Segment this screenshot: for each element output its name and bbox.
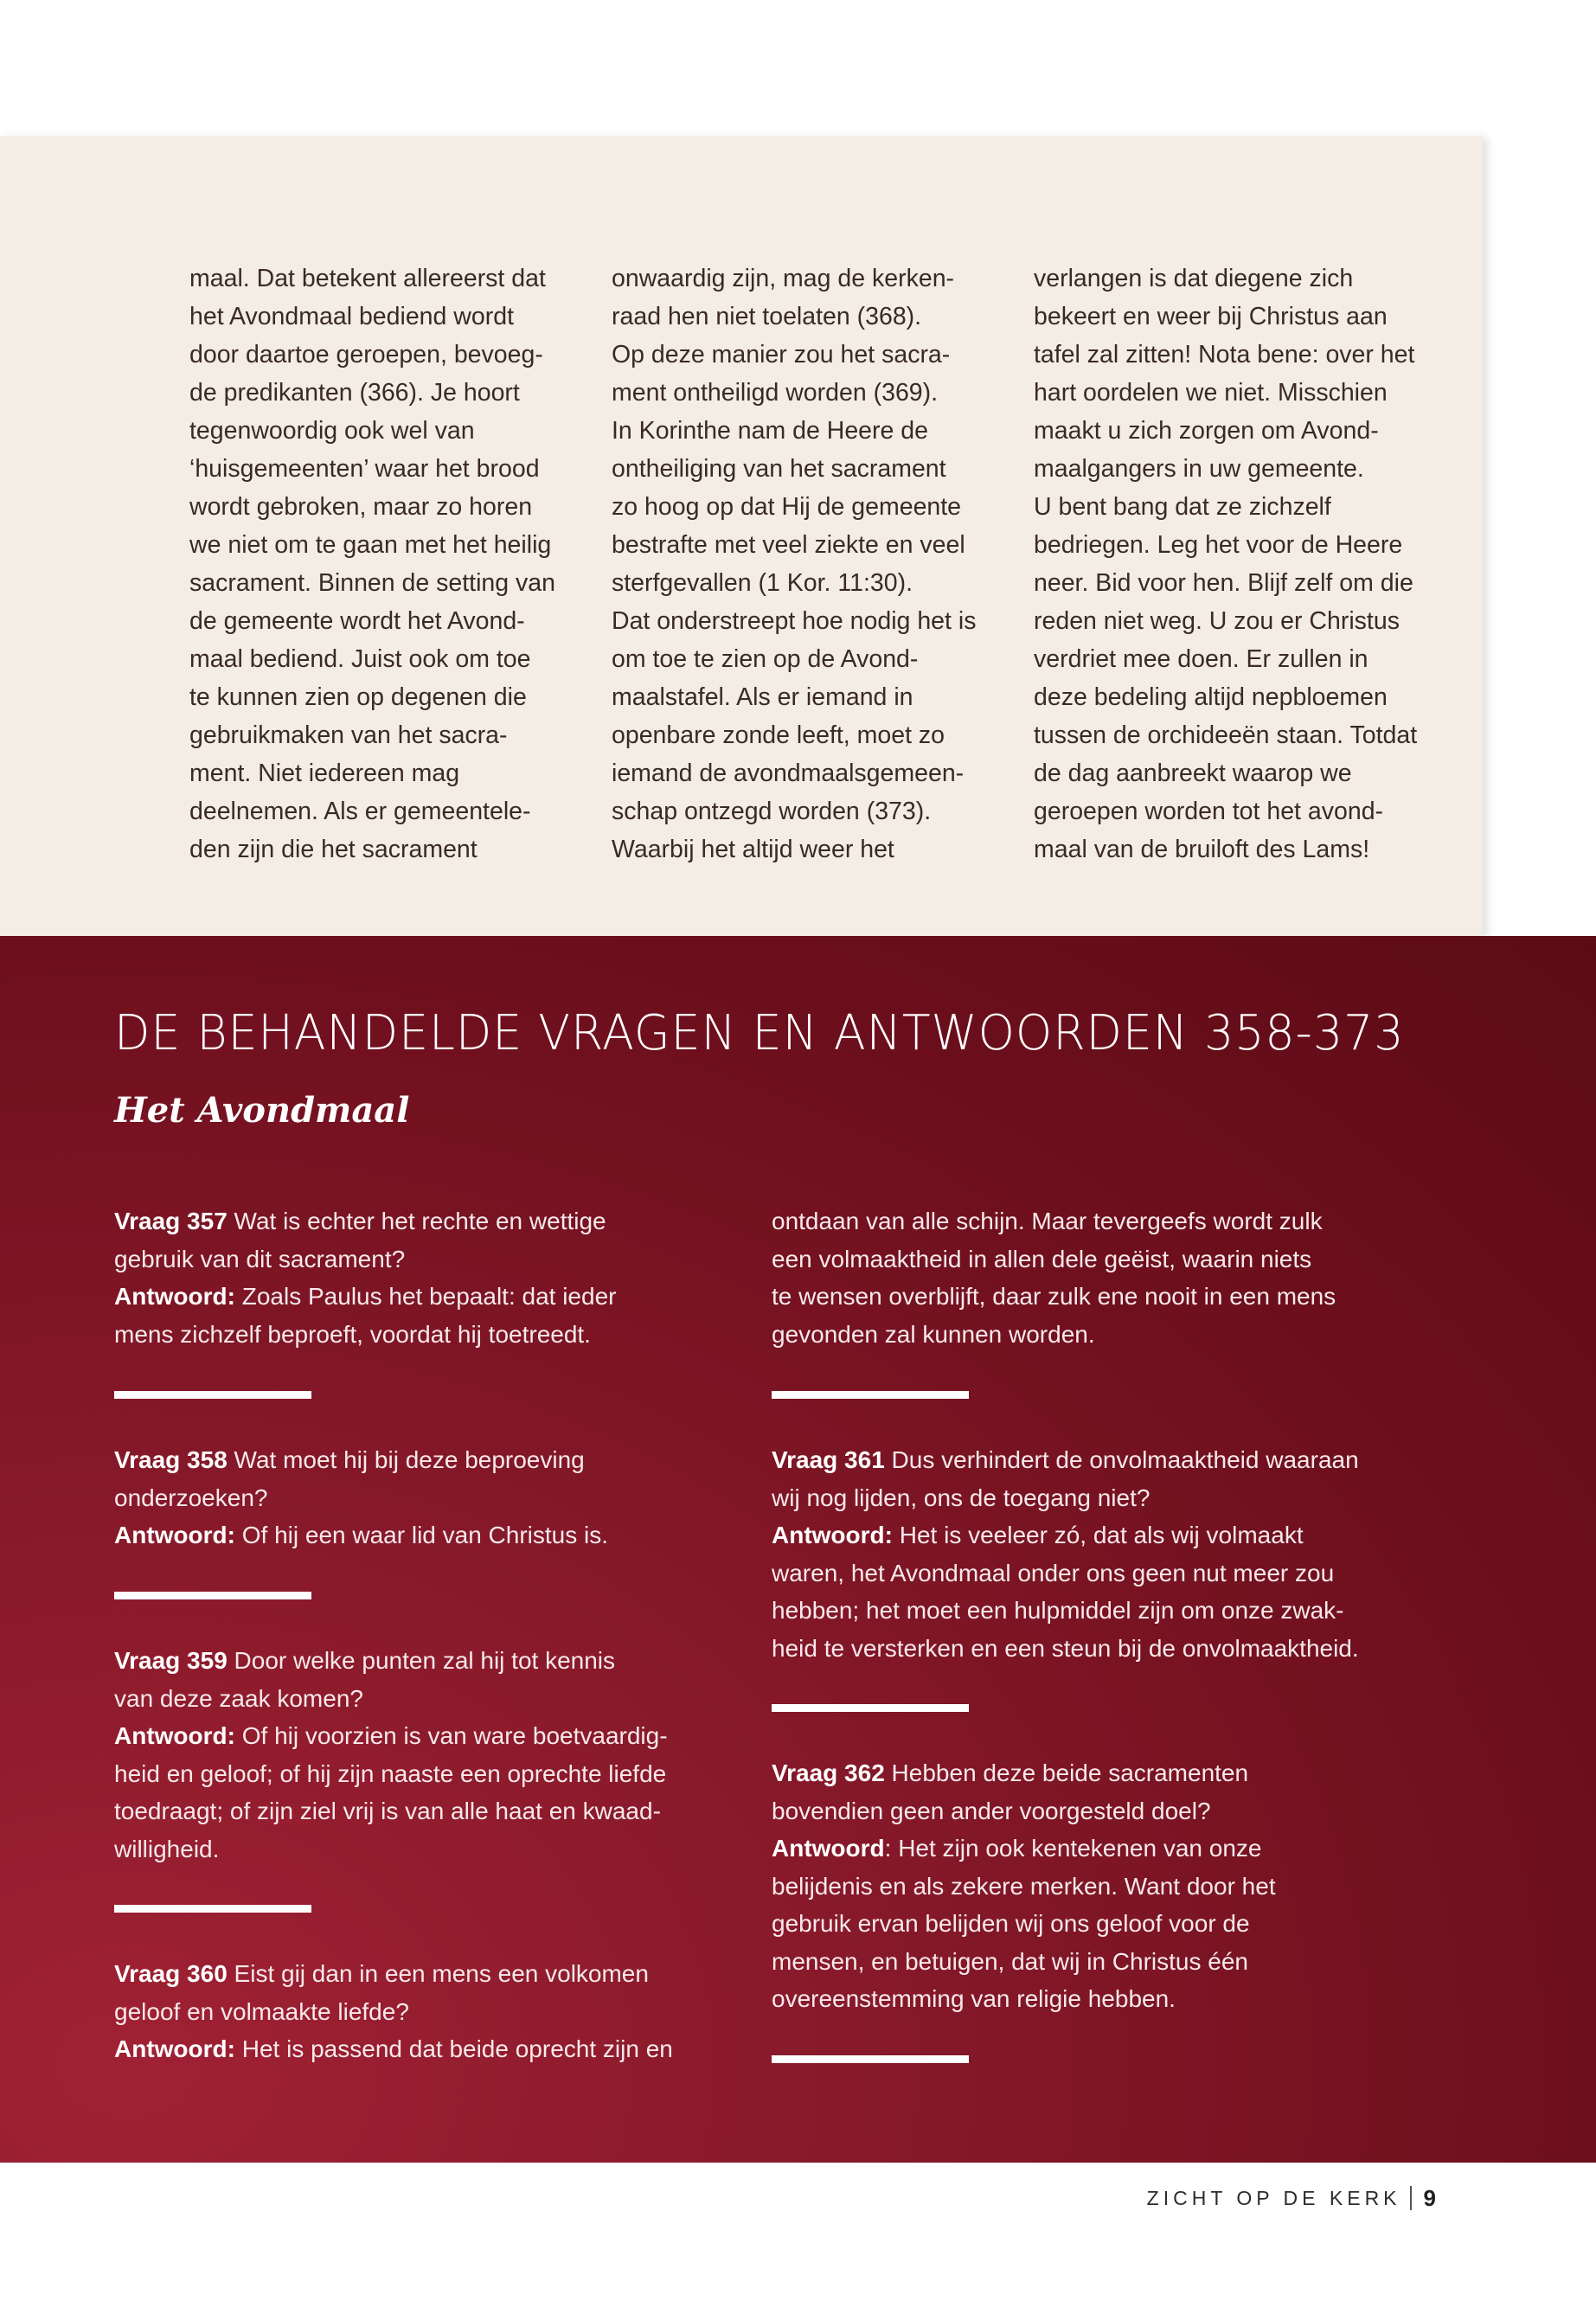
qa-line: [114, 1316, 737, 1354]
qa-line: [114, 1516, 737, 1554]
question-362: [772, 1754, 1394, 2018]
qa-text: Eist gij dan in een mens een volkomen: [227, 1960, 649, 1987]
text-line: verdriet mee doen. Er zullen in: [1034, 645, 1368, 673]
qa-text: mensen, en betuigen, dat wij in Christus één: [772, 1947, 1248, 1975]
text-line: wordt gebroken, maar zo horen: [189, 493, 533, 521]
text-line: de gemeente wordt het Avond-: [189, 607, 525, 635]
qa-text: Het is passend dat beide oprecht zijn en: [234, 2035, 673, 2062]
qa-text: heid en geloof; of hij zijn naaste een oprechte liefde: [114, 1759, 667, 1787]
qa-line: [772, 1554, 1394, 1593]
text-line: maal van de bruiloft des Lams!: [1034, 836, 1370, 863]
qa-line: [114, 1441, 737, 1479]
qa-line: [114, 1717, 737, 1755]
qa-label: Vraag 357: [114, 1208, 228, 1234]
qa-label: Vraag 362: [772, 1759, 885, 1786]
qa-line: [772, 1980, 1394, 2018]
qa-text: gebruik ervan belijden wij ons geloof voor de: [772, 1910, 1250, 1937]
article-column-1: [189, 260, 570, 868]
text-line: ment ontheiligd worden (369).: [612, 379, 939, 407]
qa-label: Antwoord:: [114, 1522, 235, 1548]
divider: [114, 1905, 311, 1913]
question-360: [114, 1955, 737, 2068]
qa-text: geloof en volmaakte liefde?: [114, 1997, 409, 2025]
text-line: tussen de orchideeën staan. Totdat: [1034, 721, 1418, 749]
text-line: bestrafte met veel ziekte en veel: [612, 531, 965, 559]
divider: [772, 1704, 969, 1712]
divider: [772, 1391, 969, 1399]
text-line: maalstafel. Als er iemand in: [612, 683, 913, 711]
text-line: iemand de avondmaalsgemeen-: [612, 760, 965, 787]
page-footer: [1147, 2181, 1436, 2215]
divider: [772, 2055, 969, 2063]
qa-text: Of hij een waar lid van Christus is.: [234, 1522, 609, 1548]
qa-text: Hebben deze beide sacramenten: [884, 1759, 1249, 1786]
qa-text: toedraagt; of zijn ziel vrij is van alle haat en kwaad-: [114, 1798, 661, 1824]
qa-line: [114, 1278, 737, 1316]
text-line: we niet om te gaan met het heilig: [189, 531, 552, 559]
text-line: het Avondmaal bediend wordt: [189, 303, 514, 330]
divider: [114, 1592, 311, 1599]
qa-text: ontdaan van alle schijn. Maar tevergeefs wordt zulk: [772, 1208, 1323, 1234]
text-line: reden niet weg. U zou er Christus: [1034, 607, 1400, 635]
text-line: te kunnen zien op degenen die: [189, 683, 527, 711]
question-360-continued: [772, 1202, 1394, 1353]
text-line: de predikanten (366). Je hoort: [189, 379, 520, 407]
qa-section-title: DE BEHANDELDE VRAGEN EN ANTWOORDEN 358-373: [114, 1005, 1405, 1061]
qa-label: Vraag 358: [114, 1446, 228, 1473]
qa-line: [772, 1943, 1394, 1981]
page-number: 9: [1423, 2184, 1436, 2211]
qa-line: [772, 1754, 1394, 1792]
question-361: [772, 1441, 1394, 1667]
qa-text: Het is veeleer zó, dat als wij volmaakt: [892, 1522, 1304, 1548]
magazine-name: ZICHT OP DE KERK: [1146, 2186, 1401, 2209]
text-line: maakt u zich zorgen om Avond-: [1034, 417, 1379, 445]
question-359: [114, 1642, 737, 1868]
qa-line: [772, 1278, 1394, 1316]
text-line: deze bedeling altijd nepbloemen: [1034, 683, 1388, 711]
qa-line: [114, 1479, 737, 1517]
text-line: Op deze manier zou het sacra-: [612, 341, 951, 369]
qa-text: een volmaaktheid in allen dele geëist, waarin niets: [772, 1245, 1312, 1272]
text-line: In Korinthe nam de Heere de: [612, 417, 928, 445]
qa-line: [772, 1316, 1394, 1354]
qa-line: [114, 1755, 737, 1793]
qa-label: Vraag 360: [114, 1960, 228, 1987]
text-line: sterfgevallen (1 Kor. 11:30).: [612, 569, 913, 597]
text-line: openbare zonde leeft, moet zo: [612, 721, 945, 749]
qa-text: gebruik van dit sacrament?: [114, 1245, 406, 1272]
divider: [114, 1391, 311, 1399]
qa-label: Antwoord:: [772, 1522, 893, 1548]
text-line: den zijn die het sacrament: [189, 836, 478, 863]
text-line: ment. Niet iedereen mag: [189, 760, 460, 787]
qa-text: belijdenis en als zekere merken. Want door het: [772, 1872, 1276, 1900]
text-line: gebruikmaken van het sacra-: [189, 721, 508, 749]
qa-line: [114, 1202, 737, 1240]
text-line: schap ontzegd worden (373).: [612, 798, 932, 825]
qa-line: [114, 1240, 737, 1279]
qa-line: [772, 1905, 1394, 1943]
question-358: [114, 1441, 737, 1554]
qa-label: Antwoord: [772, 1835, 885, 1862]
text-line: ontheiliging van het sacrament: [612, 455, 946, 483]
qa-text: Of hij voorzien is van ware boetvaardig-: [234, 1722, 668, 1749]
text-line: tegenwoordig ook wel van: [189, 417, 475, 445]
qa-text: Door welke punten zal hij tot kennis: [227, 1647, 616, 1674]
text-line: raad hen niet toelaten (368).: [612, 303, 922, 330]
qa-line: [114, 1993, 737, 2031]
qa-label: Vraag 361: [772, 1446, 885, 1473]
qa-text: hebben; het moet een hulpmiddel zijn om onze zwak-: [772, 1597, 1344, 1624]
qa-label: Vraag 359: [114, 1647, 228, 1674]
qa-line: [772, 1516, 1394, 1554]
text-line: bedriegen. Leg het voor de Heere: [1034, 531, 1403, 559]
text-line: deelnemen. Als er gemeentele-: [189, 798, 531, 825]
qa-text: bovendien geen ander voorgesteld doel?: [772, 1797, 1211, 1824]
qa-line: [772, 1592, 1394, 1630]
qa-text: mens zichzelf beproeft, voordat hij toetreedt.: [114, 1320, 591, 1348]
text-line: zo hoog op dat Hij de gemeente: [612, 493, 962, 521]
text-line: hart oordelen we niet. Misschien: [1034, 379, 1388, 407]
text-line: de dag aanbreekt waarop we: [1034, 760, 1352, 787]
qa-text: te wensen overblijft, daar zulk ene nooit in een mens: [772, 1283, 1336, 1310]
qa-line: [114, 1955, 737, 1993]
text-line: om toe te zien op de Avond-: [612, 645, 919, 673]
qa-text: Dus verhindert de onvolmaaktheid waaraan: [884, 1446, 1359, 1473]
text-line: tafel zal zitten! Nota bene: over het: [1034, 341, 1415, 369]
qa-line: [114, 1792, 737, 1830]
text-line: maal bediend. Juist ook om toe: [189, 645, 531, 673]
qa-label: Antwoord:: [114, 1722, 235, 1749]
qa-section-subtitle: Het Avondmaal: [114, 1090, 410, 1131]
text-line: U bent bang dat ze zichzelf: [1034, 493, 1331, 521]
article-column-3: [1034, 260, 1418, 868]
text-line: sacrament. Binnen de setting van: [189, 569, 556, 597]
qa-line: [772, 1630, 1394, 1668]
qa-text: Wat moet hij bij deze beproeving: [227, 1446, 585, 1473]
article-column-2: [612, 260, 992, 868]
qa-text: willigheid.: [114, 1835, 220, 1862]
qa-text: gevonden zal kunnen worden.: [772, 1320, 1095, 1348]
qa-text: Zoals Paulus het bepaalt: dat ieder: [234, 1283, 617, 1310]
qa-text: onderzoeken?: [114, 1484, 268, 1511]
qa-text: heid te versterken en een steun bij de onvolmaaktheid.: [772, 1634, 1359, 1662]
text-line: maalgangers in uw gemeente.: [1034, 455, 1364, 483]
qa-line: [772, 1868, 1394, 1906]
text-line: neer. Bid voor hen. Blijf zelf om die: [1034, 569, 1413, 597]
qa-line: [772, 1479, 1394, 1517]
qa-line: [772, 1441, 1394, 1479]
text-line: geroepen worden tot het avond-: [1034, 798, 1384, 825]
qa-line: [114, 1680, 737, 1718]
footer-separator: [1410, 2186, 1412, 2210]
text-line: ‘huisgemeenten’ waar het brood: [189, 455, 540, 483]
text-line: onwaardig zijn, mag de kerken-: [612, 265, 955, 292]
text-line: maal. Dat betekent allereerst dat: [189, 265, 546, 292]
qa-text: van deze zaak komen?: [114, 1684, 363, 1712]
qa-line: [114, 2030, 737, 2068]
text-line: bekeert en weer bij Christus aan: [1034, 303, 1388, 330]
qa-text: Wat is echter het rechte en wettige: [227, 1208, 606, 1234]
qa-line: [772, 1830, 1394, 1868]
text-line: Dat onderstreept hoe nodig het is: [612, 607, 977, 635]
qa-text: : Het zijn ook kentekenen van onze: [884, 1835, 1262, 1862]
text-line: Waarbij het altijd weer het: [612, 836, 894, 863]
text-line: verlangen is dat diegene zich: [1034, 265, 1354, 292]
qa-line: [114, 1642, 737, 1680]
qa-line: [114, 1830, 737, 1868]
qa-text: waren, het Avondmaal onder ons geen nut meer zou: [772, 1559, 1335, 1586]
qa-text: overeenstemming van religie hebben.: [772, 1985, 1176, 2012]
text-line: door daartoe geroepen, bevoeg-: [189, 341, 543, 369]
qa-line: [772, 1202, 1394, 1240]
qa-label: Antwoord:: [114, 2035, 235, 2062]
qa-label: Antwoord:: [114, 1283, 235, 1310]
question-357: [114, 1202, 737, 1353]
qa-line: [772, 1792, 1394, 1830]
qa-text: wij nog lijden, ons de toegang niet?: [772, 1484, 1151, 1511]
qa-line: [772, 1240, 1394, 1279]
